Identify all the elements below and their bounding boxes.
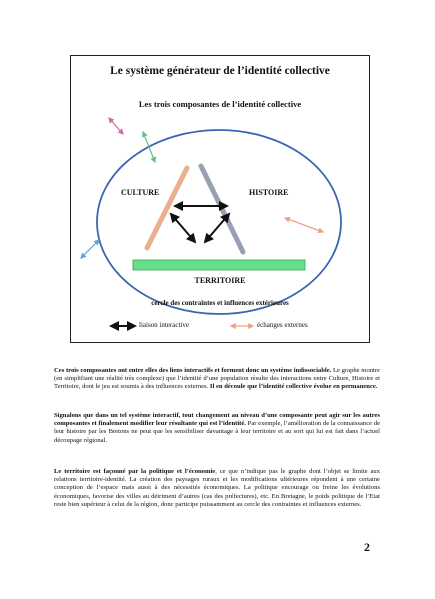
legend-external-label: échanges externes [257, 321, 308, 329]
paragraph-1-bold: Ces trois composantes ont entre elles des liens interactifs et forment donc un système indissociable. [54, 367, 332, 374]
constraints-caption: cercle des contraintes et influences extérieures [151, 299, 289, 307]
external-exchange-pink-arrow [109, 118, 123, 134]
paragraph-2 [54, 412, 380, 445]
page-number: 2 [364, 540, 370, 554]
territoire-label: TERRITOIRE [194, 276, 246, 285]
external-exchange-orange-arrow [285, 218, 323, 232]
link-culture-territoire-arrow [171, 214, 195, 242]
paragraph-2-bold: Signalons que dans un tel système interactif, tout changement au niveau d’une composante peut agir sur les autres composantes et finalement modifier leur résultante qui est l’identité. [54, 412, 380, 428]
histoire-label: HISTOIRE [249, 188, 289, 197]
external-exchange-blue-arrow [81, 240, 99, 258]
figure-subtitle: Les trois composantes de l’identité collective [138, 99, 302, 109]
culture-label: CULTURE [121, 188, 160, 197]
culture-bar [147, 168, 187, 248]
legend [107, 320, 347, 332]
paragraph-1 [54, 367, 380, 392]
paragraph-2-text: Par exemple, l’amélioration de la connaissance de leur histoire par les Bretons ne peut que les sensibiliser davantage à leur territoire et au sort qui lui est fait dans l’actuel découpage régional. [54, 420, 380, 444]
paragraph-1-text: Le graphe montre (en simplifiant une réalité très complexe) que l’identité d’une population résulte des interactions entre Culture, Histoire et Territoire, dont le jeu est soumis à des influences externes. [54, 367, 380, 391]
paragraph-3-bold: Le territoire est façonné par la politique et l’économie [54, 468, 216, 475]
legend-interactive-label: liaison interactive [139, 321, 189, 329]
external-exchange-green-arrow [143, 132, 155, 162]
constraints-ellipse [97, 130, 341, 314]
paragraph-3 [54, 468, 380, 509]
paragraph-1-bold-end: Il en découle que l’identité collective évolue en permanence. [209, 383, 378, 391]
paragraph-3-text: , ce que n’indique pas le graphe dont l’objet se limite aux relations territoire-identité. La création des paysages ruraux et les modifications ultérieures répondent à une certaine conception de l’espace mais aussi à des nécessités économiques. La politique encourage ou freine les évolutions économiques, favorise des villes au détriment d’autres (cas des préfectures), etc. En Bretagne, le poids politique de l’Etat reste bien supérieur à celui de la région, donc participe puissamment au cercle des contraintes et influences externes. [54, 468, 380, 508]
territoire-bar [133, 260, 305, 270]
figure-title: Le système générateur de l’identité collective [110, 65, 330, 77]
link-histoire-territoire-arrow [205, 214, 229, 242]
diagram-frame [70, 55, 370, 343]
